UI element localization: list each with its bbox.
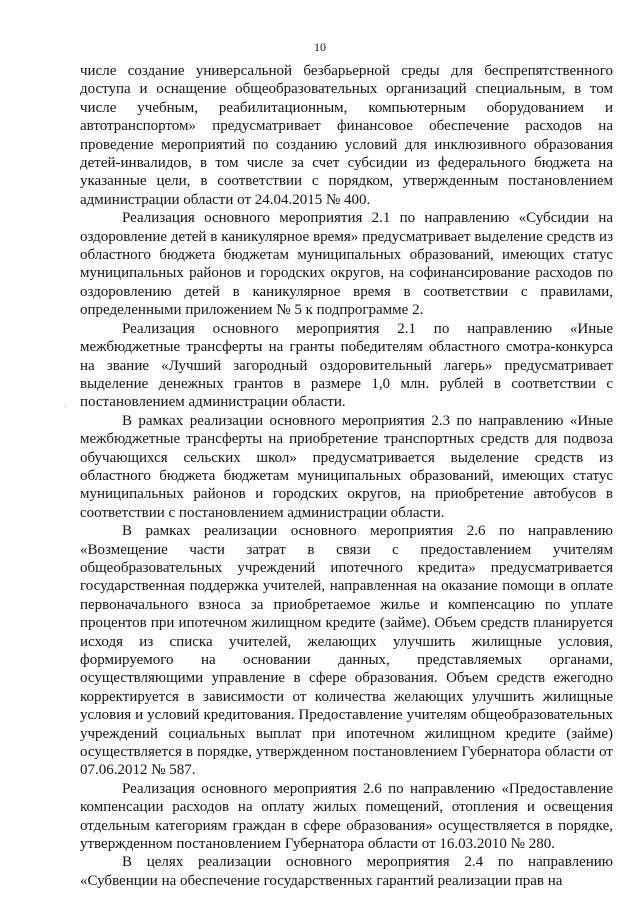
paragraph: В рамках реализации основного мероприятия 2.3 по направлению «Иные межбюджетные трансферты на приобретение транспортных средств для подвоза обучающихся сельских школ» предусматривается выделение средств из областного бюджета бюджетам муниципальных образований, имеющих статус муниципальных районов и городских округов, на приобретение автобусов в соответствии с постановлением администрации области.: [80, 412, 613, 521]
paragraph: Реализация основного мероприятия 2.1 по направлению «Иные межбюджетные трансферты на гранты победителям областного смотра-конкурса на звание «Лучший загородный оздоровительный лагерь» предусматривает выделение денежных грантов в размере 1,0 млн. рублей в соответствии с постановлением администрации области.: [80, 320, 613, 411]
paragraph: Реализация основного мероприятия 2.1 по направлению «Субсидии на оздоровление детей в каникулярное время» предусматривает выделение средств из областного бюджета бюджетам муниципальных образований, имеющих статус муниципальных районов и городских округов, на софинансирование расходов по оздоровлению детей в каникулярное время в соответствии с правилами, определенными приложением № 5 к подпрограмме 2.: [80, 210, 613, 319]
paragraph: Реализация основного мероприятия 2.6 по направлению «Предоставление компенсации расходов на оплату жилых помещений, отопления и освещения отдельным категориям граждан в сфере образования» осуществляется в порядке, утвержденном постановлением Губернатора области от 16.03.2010 № 280.: [80, 780, 613, 853]
paragraph-truncated: В целях реализации основного мероприятия 2.4 по направлению «Субвенции на обеспечение государственных гарантий реализации прав на: [80, 854, 613, 889]
margin-mark: ·: [64, 402, 67, 411]
document-body: [80, 62, 613, 890]
page-number: 10: [314, 40, 326, 54]
paragraph: В рамках реализации основного мероприятия 2.6 по направлению «Возмещение части затрат в связи с предоставлением учителям общеобразовательных учреждений ипотечного кредита» предусматривается государственная поддержка учителей, направленная на оказание помощи в оплате первоначального взноса за приобретаемое жилье и компенсацию по уплате процентов при ипотечном жилищном кредите (займе). Объем средств планируется исходя из списка учителей, желающих улучшить жилищные условия, формируемого на основании данных, представляемых органами, осуществляющими управление в сфере образования. Объем средств ежегодно корректируется в зависимости от количества желающих улучшить жилищные условия и условий кредитования. Предоставление учителям общеобразовательных учреждений социальных выплат при ипотечном жилищном кредите (займе) осуществляется в порядке, утвержденном постановлением Губернатора области от 07.06.2012 № 587.: [80, 523, 613, 779]
paragraph-continuation: числе создание универсальной безбарьерной среды для беспрепятственного доступа и оснащение общеобразовательных организаций специальным, в том числе учебным, реабилитационным, компьютерным оборудованием и автотранспортом» предусматривает финансовое обеспечение расходов на проведение мероприятий по созданию условий для инклюзивного образования детей-инвалидов, в том числе за счет субсидии из федерального бюджета на указанные цели, в соответствии с порядком, утвержденным постановлением администрации области от 24.04.2015 № 400.: [80, 63, 613, 208]
